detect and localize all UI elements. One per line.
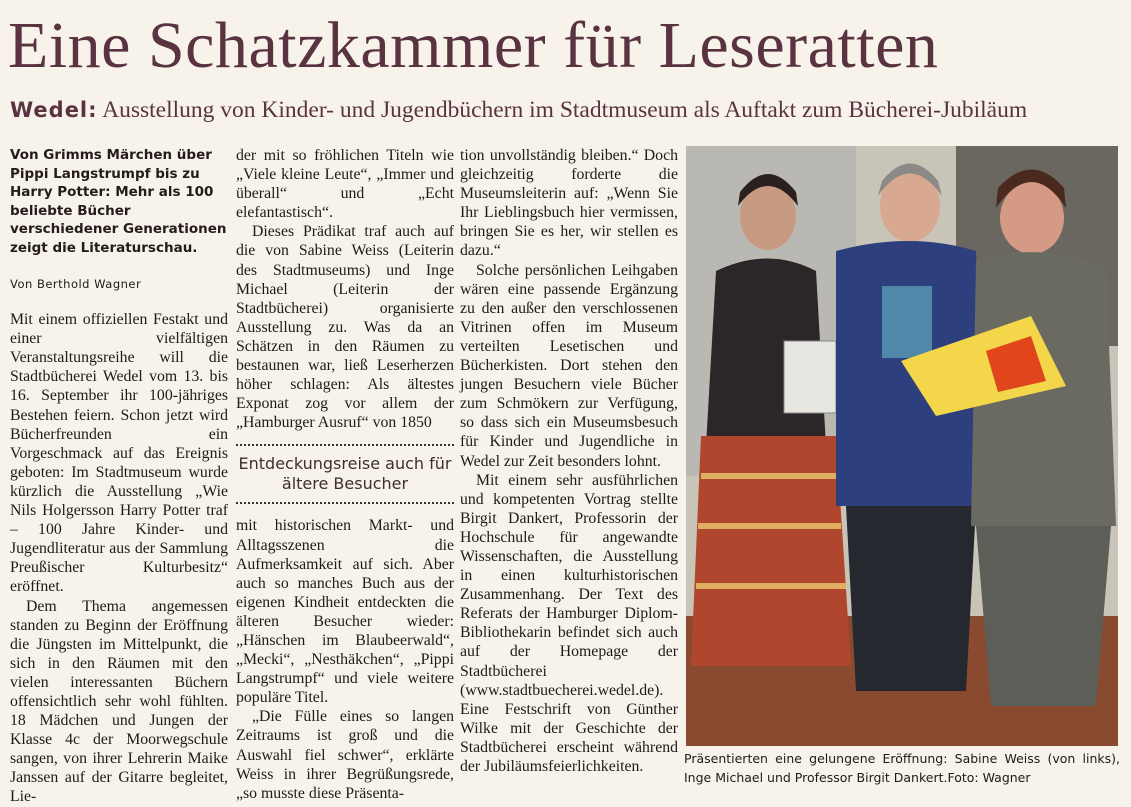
body-paragraph: Dieses Prädikat traf auch auf die von Sabine Weiss (Leiterin des Stadtmuseums) und Inge Michael (Leiterin der Stadtbücherei) organisierte Ausstellung zu. Was da an Schätzen in den Räumen zu bestaunen war, ließ Leserherzen höher schlagen: Als ältestes Exponat zog vor allem der „Hamburger Ausruf“ von 1850: [236, 223, 454, 432]
section-heading: Entdeckungsreise auch für ältere Besucher: [236, 444, 454, 504]
subheadline: [10, 97, 1125, 124]
photo-caption: Präsentierten eine gelungene Eröffnung: Sabine Weiss (von links), Inge Michael und Professor Birgit Dankert.Foto: Wagner: [684, 751, 1120, 785]
location-tag: Wedel:: [10, 98, 98, 122]
byline: Von Berthold Wagner: [10, 277, 142, 291]
body-paragraph: „Die Fülle eines so langen Zeitraums ist groß und die Auswahl fiel schwer“, erklärte Weiss in ihrer Begrüßungsrede, „so musste diese Präsenta-: [236, 708, 454, 802]
body-paragraph: tion unvollständig bleiben.“ Doch gleichzeitig forderte die Museumsleiterin auf: „Wenn Sie Ihr Lieblingsbuch hier vermissen, bringen Sie es her, wir stellen es dazu.“: [460, 147, 678, 260]
article-column-1: [10, 146, 228, 807]
headline: Eine Schatzkammer für Leseratten: [8, 9, 939, 82]
body-paragraph: Mit einem offiziellen Festakt und einer vielfältigen Veranstaltungsreihe will die Stadtbücherei Wedel vom 13. bis 16. September ihr 100-jähriges Bestehen feiern. Schon jetzt wird Bücherfreunden ein Vorgeschmack auf das Ereignis geboten: Im Stadtmuseum wurde kürzlich die Ausstellung „Wie Nils Holgersson Harry Potter traf – 100 Jahre Kinder- und Jugendliteratur aus der Sammlung Preußischer Kulturbesitz“ eröffnet.: [10, 311, 228, 596]
photo-illustration: [686, 146, 1118, 746]
body-paragraph: mit historischen Markt- und Alltagsszenen die Aufmerksamkeit auf sich. Aber auch so manches Buch aus der eigenen Kindheit entdeckten die älteren Besucher wieder: „Hänschen im Blaubeerwald“, „Mecki“, „Nesthäkchen“, „Pippi Langstrumpf“ und viele weitere populäre Titel.: [236, 517, 454, 707]
body-paragraph: Solche persönlichen Leihgaben wären eine passende Ergänzung zu den außer den verschlossenen Vitrinen offen im Museum verteilten Lesetischen und Bücherkisten. Dort stehen den jungen Besuchern viele Bücher zum Schmökern zur Verfügung, so dass sich ein Museumsbesuch für Kinder und Jugendliche in Wedel zur Zeit besonders lohnt.: [460, 261, 678, 470]
lead-paragraph: Von Grimms Märchen über Pippi Langstrumpf bis zu Harry Potter: Mehr als 100 beliebte Bücher verschiedener Generationen zeigt die Literaturschau.: [10, 147, 227, 256]
article-photo: [686, 146, 1118, 746]
article-column-3: [460, 146, 678, 776]
body-paragraph: der mit so fröhlichen Titeln wie „Viele kleine Leute“, „Immer und überall“ und „Echt elefantastisch“.: [236, 147, 454, 222]
article-column-2: [236, 146, 454, 803]
subheadline-text: Ausstellung von Kinder- und Jugendbüchern im Stadtmuseum als Auftakt zum Bücherei-Jubiläum: [97, 97, 1028, 123]
body-paragraph: Mit einem sehr ausführlichen und kompetenten Vortrag stellte Birgit Dankert, Professorin der Hochschule für angewandte Wissenschaften, die Ausstellung in einen kulturhistorischen Zusammenhang. Der Text des Referats der Hamburger Diplom-Bibliothekarin befindet sich auch auf der Homepage der Stadtbücherei (www.stadtbuecherei.wedel.de). Eine Festschrift von Günther Wilke mit der Geschichte der Stadtbücherei erscheint während der Jubiläumsfeierlichkeiten.: [460, 471, 678, 775]
body-paragraph: Dem Thema angemessen standen zu Beginn der Eröffnung die Jüngsten im Mittelpunkt, die sich in den Räumen mit den vielen interessanten Büchern offensichtlich sehr wohl fühlten. 18 Mädchen und Jungen der Klasse 4c der Moorwegschule sangen, von ihrer Lehrerin Maike Janssen auf der Gitarre begleitet, Lie-: [10, 597, 228, 806]
